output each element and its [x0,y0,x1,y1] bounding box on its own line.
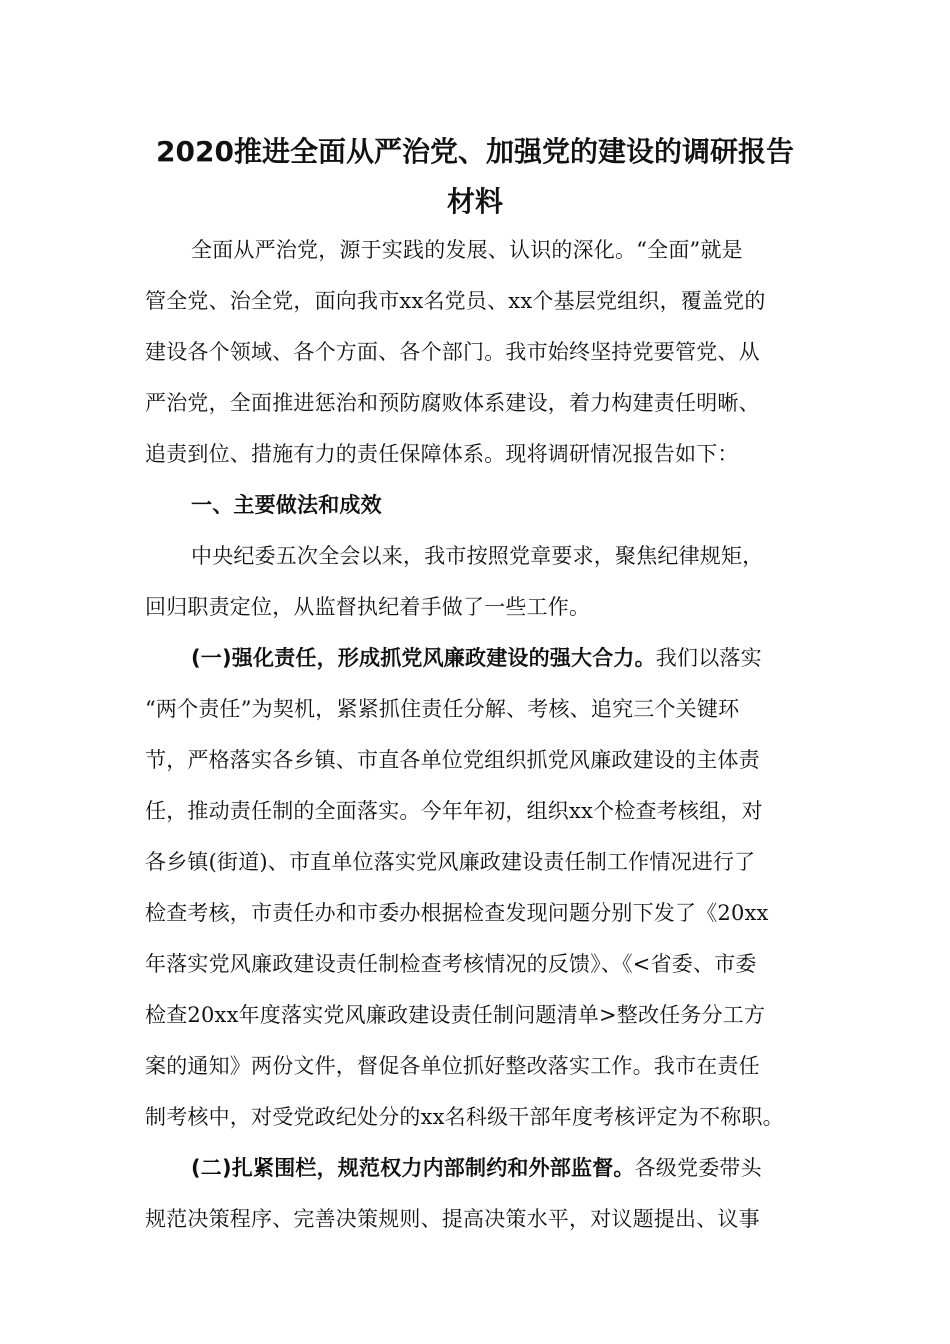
item-2-first-line [191,1158,762,1179]
item-1-line: 任，推动责任制的全面落实。今年年初，组织xx个检查考核组，对 [145,799,763,823]
item-1-line: 节，严格落实各乡镇、市直各单位党组织抓党风廉政建设的主体责 [145,748,760,772]
item-2-line: 规范决策程序、完善决策规则、提高决策水平，对议题提出、议事 [145,1207,760,1231]
item-1-line: 年落实党风廉政建设责任制检查考核情况的反馈》、《<省委、市委 [145,952,757,976]
intro-line: 管全党、治全党，面向我市xx名党员、xx个基层党组织，覆盖党的 [145,289,766,313]
item-1-first-line [191,648,762,669]
item-1-line: 制考核中，对受党政纪处分的xx名科级干部年度考核评定为不称职。 [145,1105,784,1129]
item-2-heading: (二)扎紧围栏，规范权力内部制约和外部监督。 [191,1156,635,1180]
item-1-line: “两个责任”为契机，紧紧抓住责任分解、考核、追究三个关键环 [145,697,740,721]
intro-line: 建设各个领域、各个方面、各个部门。我市始终坚持党要管党、从 [145,340,760,364]
document-title-line-2: 材料 [446,185,503,218]
item-1-line: 检查20xx年度落实党风廉政建设责任制问题清单>整改任务分工方 [145,1003,766,1027]
document-title-line-1: 2020推进全面从严治党、加强党的建设的调研报告 [156,135,794,168]
item-1-line: 各乡镇(街道)、市直单位落实党风廉政建设责任制工作情况进行了 [145,850,756,874]
item-1-first-line-text: 我们以落实 [655,646,762,670]
item-1-heading: (一)强化责任，形成抓党风廉政建设的强大合力。 [191,646,656,670]
intro-line: 全面从严治党，源于实践的发展、认识的深化。“全面”就是 [191,238,743,262]
intro-line: 严治党，全面推进惩治和预防腐败体系建设，着力构建责任明晰、 [145,391,760,415]
item-2-first-line-text: 各级党委带头 [634,1156,762,1180]
section-1-heading: 一、主要做法和成效 [191,493,382,517]
section-1-intro-line: 回归职责定位，从监督执纪着手做了一些工作。 [145,595,591,619]
item-1-line: 检查考核，市责任办和市委办根据检查发现问题分别下发了《20xx [145,901,769,925]
item-1-line: 案的通知》两份文件，督促各单位抓好整改落实工作。我市在责任 [145,1054,760,1078]
section-1-intro-line: 中央纪委五次全会以来，我市按照党章要求，聚焦纪律规矩， [191,544,764,568]
intro-line: 追责到位、措施有力的责任保障体系。现将调研情况报告如下： [145,442,739,466]
